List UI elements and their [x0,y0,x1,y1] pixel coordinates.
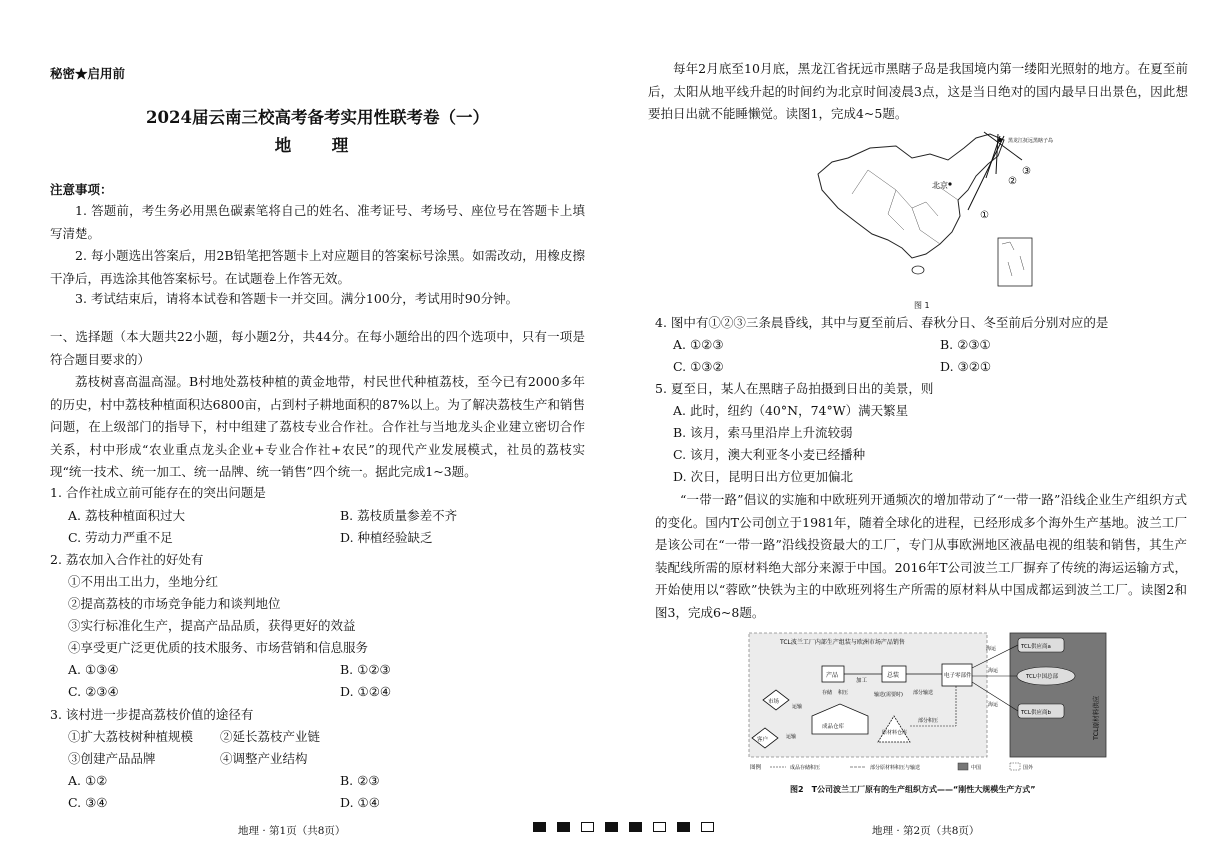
notice-2: 2. 每小题选出答案后，用2B铅笔把答题卡上对应题目的答案标号涂黑。如需改动，用橡皮擦干净后，再选涂其他答案标号。在试题卷上作答无效。 [50,248,585,286]
footer-page-1: 地理 · 第1页（共8页） [238,825,346,837]
supplier-a-label: TCL供应商a [1021,644,1051,650]
hainan-island [912,266,924,274]
seal-mark [605,822,618,832]
production-diagram [748,630,1125,780]
south-sea-inset [998,238,1032,286]
china-outline [818,134,1004,258]
china-map-figure [808,130,1054,300]
process-label: 加工 [856,678,868,684]
seal-mark [677,822,690,832]
product-label: 产品 [826,672,839,679]
terminator-line-3 [996,134,998,174]
q1-option-d: D. 种植经验缺乏 [340,530,433,545]
terminator-line-1 [968,136,1004,210]
island-point [998,138,1002,142]
raw-store-label: 原材料仓库 [882,730,908,736]
q2-option-d: D. ①②④ [340,684,392,699]
notice-1: 1. 答题前，考生务必用黑色碳素笔将自己的姓名、准考证号、考场号、座位号在答题卡上填写清楚。 [50,203,585,241]
q3-option-d: D. ①④ [340,795,380,810]
marker-1: ① [980,210,989,221]
q1-option-a: A. 荔枝种植面积过大 [68,508,185,523]
q3-statement-3: ③创建产品品牌 [68,751,156,766]
sea-label-3: 海运 [988,702,999,708]
marker-2: ② [1008,176,1017,187]
inset-outline [1002,242,1024,276]
notice-3: 3. 考试结束后，请将本试卷和答题卡一并交回。满分100分，考试用时90分钟。 [75,291,519,306]
subject-title: 地 理 [274,136,361,155]
assembly-label: 总装 [887,672,900,679]
q3-option-c: C. ③④ [68,795,108,810]
q1-option-c: C. 劳动力严重不足 [68,530,173,545]
q5-option-c: C. 该月，澳大利亚冬小麦已经播种 [673,447,866,462]
sea-label-1: 海运 [986,646,997,652]
marker-3: ③ [1022,166,1031,177]
ship-label-1: 运输 [792,704,803,710]
beijing-label: 北京 [932,181,948,190]
market-label: 市场 [768,699,780,705]
customer-label: 客户 [757,737,769,743]
sea-label-2: 海运 [988,668,999,674]
legend-item-2: 部分原材料积压与输送 [870,765,921,771]
secret-label: 秘密★启用前 [50,66,126,81]
q5-option-d: D. 次日，昆明日出方位更加偏北 [673,469,854,484]
q2-option-b: B. ①②③ [340,662,391,677]
exam-title: 2024届云南三校高考备考实用性联考卷（一） [146,108,489,127]
seal-mark [533,822,546,832]
q1-option-b: B. 荔枝质量参差不齐 [340,508,458,523]
q2-statement-4: ④享受更广泛更优质的技术服务、市场营销和信息服务 [68,640,369,655]
factory-title: TCL波兰工厂内部生产组装与欧洲市场产品销售 [780,639,905,646]
seal-mark [653,822,666,832]
q2-option-c: C. ②③④ [68,684,119,699]
transport-label: 输送(需要时) [874,692,903,698]
q3-statement-4: ④调整产业结构 [220,751,308,766]
q2-statement-1: ①不用出工出力，坐地分红 [68,574,219,589]
q3-statement-1: ①扩大荔枝树种植规模 [68,729,194,744]
seal-mark [581,822,594,832]
q3-statement-2: ②延长荔枝产业链 [220,729,321,744]
seal-mark [701,822,714,832]
partial-transport-label: 部分输送 [913,690,934,696]
q4-option-d: D. ③②① [940,359,992,374]
question-5: 5. 夏至日，某人在黑瞎子岛拍摄到日出的美景，则 [655,381,934,396]
q2-option-a: A. ①③④ [68,662,119,677]
legend-china-swatch [958,763,968,770]
beijing-point [948,182,951,185]
island-label: 黑龙江抚远黑瞎子岛 [1008,138,1054,144]
q4-option-c: C. ①③② [673,359,724,374]
question-4: 4. 图中有①②③三条晨昏线，其中与夏至前后、春秋分日、冬至前后分别对应的是 [655,315,1109,330]
passage-1: 荔枝树喜高温高湿。B村地处荔枝种植的黄金地带，村民世代种植荔枝，至今已有2000多年的历史，村中荔枝种植面积达6800亩，占到村子耕地面积的87%以上。为了解决荔枝生产和销售问题，在上级部门的指导下，村中组建了荔枝专业合作社。合作社与当地龙头企业建立密切合作关系，村中形成“农业重点龙头企业+专业合作社+农民”的现代产业发展模式，社员的荔枝实现“统一技术、统一加工、统一品牌、统一销售”四个统一。据此完成1~3题。 [50,374,585,479]
q3-option-b: B. ②③ [340,773,380,788]
supplier-b-label: TCL供应商b [1021,710,1051,716]
warehouse-label: 成品仓库 [822,724,845,730]
seal-mark [629,822,642,832]
question-2: 2. 荔农加入合作社的好处有 [50,552,204,567]
q2-statement-2: ②提高荔枝的市场竞争能力和谈判地位 [68,596,281,611]
legend-item-4: 国外 [1023,765,1034,771]
section-heading: 一、选择题（本大题共22小题，每小题2分，共44分。在每小题给出的四个选项中，只有一项是符合题目要求的） [50,329,585,367]
footer-page-2: 地理 · 第2页（共8页） [872,825,980,837]
hq-label: TCL中国总部 [1026,674,1058,680]
ship-label-2: 运输 [786,734,797,740]
question-1: 1. 合作社成立前可能存在的突出问题是 [50,485,266,500]
question-3: 3. 该村进一步提高荔枝价值的途径有 [50,707,254,722]
q2-statement-3: ③实行标准化生产，提高产品品质，获得更好的效益 [68,618,356,633]
q4-option-a: A. ①②③ [673,337,724,352]
passage-2: 每年2月底至10月底，黑龙江省抚远市黑瞎子岛是我国境内第一缕阳光照射的地方。在夏至前后，太阳从地平线升起的时间约为北京时间凌晨3点，这是当日绝对的国内最早日出景色，因此想要拍日出就不能睡懒觉。读图1，完成4~5题。 [648,61,1188,121]
q5-option-b: B. 该月，索马里沿岸上升流较弱 [673,425,853,440]
legend-label: 图例 [750,765,762,771]
supply-label: TCL原材料供应 [1092,695,1100,740]
seal-mark [557,822,570,832]
storage-label: 存储 [822,690,833,696]
q4-option-b: B. ②③① [940,337,991,352]
notice-heading: 注意事项： [50,182,113,197]
passage-3: “一带一路”倡议的实施和中欧班列开通频次的增加带动了“一带一路”沿线企业生产组织方式的变化。国内T公司创立于1981年，随着全球化的进程，已经形成多个海外生产基地。波兰工厂是该公司在“一带一路”沿线投资最大的工厂，专门从事欧洲地区液晶电视的组装和销售，其生产装配线所需的原材料绝大部分来源于中国。2016年T公司波兰工厂摒弃了传统的海运运输方式，开始使用以“蓉欧”快铁为主的中欧班列将生产所需的原材料从中国成都运到波兰工厂。读图2和图3，完成6~8题。 [655,492,1187,620]
terminator-line-extra [984,132,1022,160]
figure-2-caption: 图2 T公司波兰工厂原有的生产组织方式——“刚性大规模生产方式” [790,785,1036,794]
backlog-label: 积压 [838,690,849,696]
factory-region [749,633,987,757]
legend-item-1: 成品存储积压 [790,765,821,771]
q5-option-a: A. 此时，纽约（40°N，74°W）满天繁星 [673,403,909,418]
parts-label: 电子零部件 [944,673,972,679]
q3-option-a: A. ①② [68,773,108,788]
legend-abroad-swatch [1010,763,1020,770]
partial-backlog-label: 部分积压 [918,718,939,724]
figure-1-caption: 图 1 [914,301,930,310]
legend-item-3: 中国 [971,765,982,771]
